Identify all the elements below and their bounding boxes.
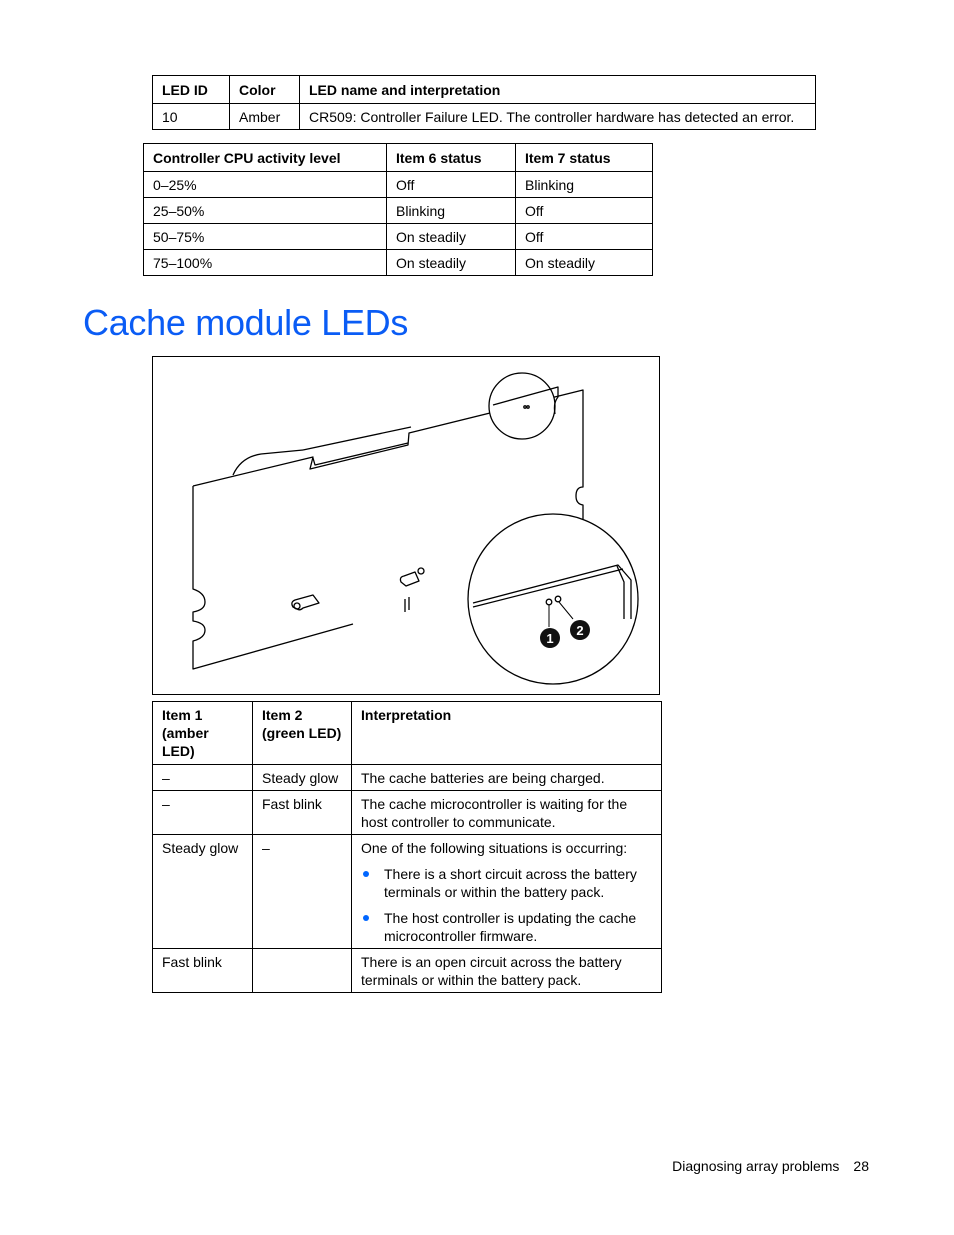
table-cell: 0–25% xyxy=(144,172,387,198)
cell-text: One of the following situations is occurring: xyxy=(361,840,628,856)
column-header: Controller CPU activity level xyxy=(144,144,387,172)
led-id-table xyxy=(152,75,816,130)
footer-section: Diagnosing array problems xyxy=(672,1158,840,1174)
cache-module-illustration xyxy=(152,356,660,695)
table-row xyxy=(153,949,662,993)
table-cell: Steady glow xyxy=(253,765,352,791)
table-cell: Fast blink xyxy=(253,791,352,835)
table-row xyxy=(144,198,653,224)
column-header: LED name and interpretation xyxy=(300,76,816,104)
magnifier-small xyxy=(489,373,555,439)
table-header-row xyxy=(153,76,816,104)
bullet-item: There is a short circuit across the battery terminals or within the battery pack. xyxy=(361,865,652,901)
table-row xyxy=(144,172,653,198)
table-cell: 75–100% xyxy=(144,250,387,276)
table-cell: Blinking xyxy=(387,198,516,224)
table-row xyxy=(153,765,662,791)
bullet-list xyxy=(361,865,652,945)
column-header-interpretation: Interpretation xyxy=(352,702,662,765)
column-header: Item 6 status xyxy=(387,144,516,172)
table-row xyxy=(153,791,662,835)
callout-2 xyxy=(570,620,590,640)
table-cell xyxy=(352,835,662,949)
magnifier-large xyxy=(468,514,638,684)
table-cell: The cache microcontroller is waiting for the host controller to communicate. xyxy=(352,791,662,835)
table-cell: On steadily xyxy=(387,224,516,250)
bullet-item: The host controller is updating the cache microcontroller firmware. xyxy=(361,909,652,945)
column-header: LED ID xyxy=(153,76,230,104)
table-cell: – xyxy=(253,835,352,949)
table-row xyxy=(153,835,662,949)
cache-led-table xyxy=(152,701,662,993)
table-cell xyxy=(253,949,352,993)
table-cell: Blinking xyxy=(516,172,653,198)
header-line: (amber LED) xyxy=(162,725,209,759)
table-header-row xyxy=(153,702,662,765)
table-cell: CR509: Controller Failure LED. The controller hardware has detected an error. xyxy=(300,104,816,130)
table-cell: There is an open circuit across the battery terminals or within the battery pack. xyxy=(352,949,662,993)
table-cell: – xyxy=(153,765,253,791)
header-line: Item 1 xyxy=(162,707,203,723)
svg-text:2: 2 xyxy=(576,623,584,638)
cache-module-drawing xyxy=(153,357,659,694)
table-cell: Steady glow xyxy=(153,835,253,949)
table-header-row xyxy=(144,144,653,172)
column-header-item1 xyxy=(153,702,253,765)
table-cell: On steadily xyxy=(516,250,653,276)
table-cell: On steadily xyxy=(387,250,516,276)
table-row xyxy=(144,224,653,250)
column-header: Item 7 status xyxy=(516,144,653,172)
section-title: Cache module LEDs xyxy=(83,302,409,343)
column-header: Color xyxy=(230,76,300,104)
table-cell: Off xyxy=(387,172,516,198)
table-cell: 25–50% xyxy=(144,198,387,224)
header-line: (green LED) xyxy=(262,725,342,741)
column-header-item2 xyxy=(253,702,352,765)
board-left-edge xyxy=(193,486,353,669)
header-line: Item 2 xyxy=(262,707,303,723)
page-footer xyxy=(672,1158,869,1174)
table-cell: Off xyxy=(516,198,653,224)
table-cell: 50–75% xyxy=(144,224,387,250)
table-row xyxy=(144,250,653,276)
table-cell: – xyxy=(153,791,253,835)
svg-text:1: 1 xyxy=(546,631,554,646)
cpu-activity-table xyxy=(143,143,653,276)
callout-1 xyxy=(540,628,560,648)
table-cell: Fast blink xyxy=(153,949,253,993)
board-clip xyxy=(292,595,319,610)
table-cell: Amber xyxy=(230,104,300,130)
page-number: 28 xyxy=(853,1158,869,1174)
table-cell: The cache batteries are being charged. xyxy=(352,765,662,791)
table-row xyxy=(153,104,816,130)
table-cell: 10 xyxy=(153,104,230,130)
table-cell: Off xyxy=(516,224,653,250)
board-clip xyxy=(400,572,419,586)
